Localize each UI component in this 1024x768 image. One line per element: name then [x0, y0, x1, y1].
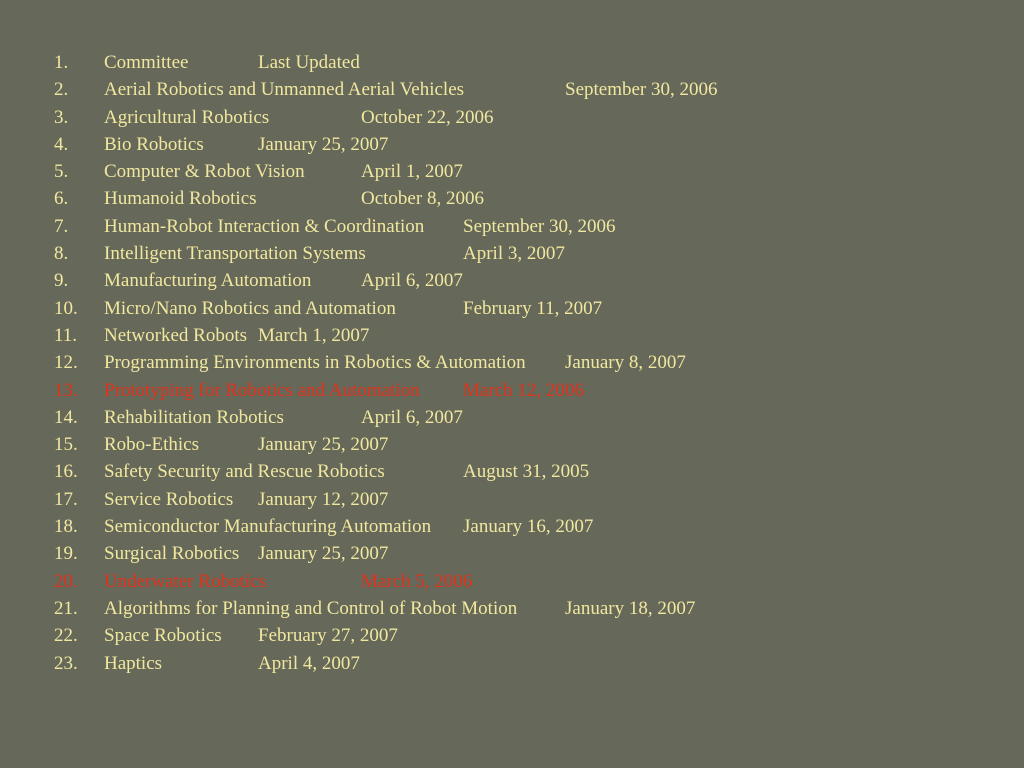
committee-name: Networked Robots	[104, 324, 248, 346]
last-updated-date: January 16, 2007	[463, 516, 594, 538]
last-updated-date: October 22, 2006	[361, 106, 494, 128]
committee-name: Algorithms for Planning and Control of Robot Motion	[104, 597, 518, 619]
committee-row	[0, 568, 1024, 595]
committee-name: Agricultural Robotics	[104, 106, 270, 128]
committee-row	[0, 377, 1024, 404]
committee-row	[0, 595, 1024, 622]
row-number: 11.	[54, 324, 78, 346]
committee-row	[0, 486, 1024, 513]
last-updated-date: January 25, 2007	[258, 133, 389, 155]
last-updated-date: February 11, 2007	[463, 297, 603, 319]
row-number: 9.	[54, 270, 69, 292]
row-number: 4.	[54, 133, 69, 155]
row-number: 6.	[54, 188, 69, 210]
row-number: 3.	[54, 106, 69, 128]
committee-row	[0, 213, 1024, 240]
row-number: 5.	[54, 161, 69, 183]
last-updated-date: April 1, 2007	[361, 161, 463, 183]
last-updated-date: March 12, 2006	[463, 379, 584, 401]
row-number: 14.	[54, 406, 78, 428]
committee-row	[0, 131, 1024, 158]
last-updated-date: September 30, 2006	[565, 79, 718, 101]
row-number: 21.	[54, 597, 78, 619]
row-number: 15.	[54, 434, 78, 456]
last-updated-date: April 6, 2007	[361, 406, 463, 428]
last-updated-date: October 8, 2006	[361, 188, 484, 210]
committee-row	[0, 322, 1024, 349]
committee-row	[0, 404, 1024, 431]
last-updated-date: January 25, 2007	[258, 543, 389, 565]
row-number: 2.	[54, 79, 69, 101]
committee-row	[0, 431, 1024, 458]
last-updated-date: January 12, 2007	[258, 488, 389, 510]
row-number: 12.	[54, 352, 78, 374]
row-number: 13.	[54, 379, 78, 401]
committee-row	[0, 513, 1024, 540]
committee-name: Surgical Robotics	[104, 543, 240, 565]
last-updated-date: September 30, 2006	[463, 215, 616, 237]
last-updated-header: Last Updated	[258, 52, 360, 73]
committee-name: Bio Robotics	[104, 133, 204, 155]
last-updated-date: March 1, 2007	[258, 324, 370, 346]
row-number: 20.	[54, 570, 78, 592]
last-updated-date: January 18, 2007	[565, 597, 696, 619]
committee-name: Computer & Robot Vision	[104, 161, 305, 183]
row-number: 23.	[54, 652, 78, 674]
committee-name: Human-Robot Interaction & Coordination	[104, 215, 425, 237]
committee-row	[0, 622, 1024, 649]
row-number: 1.	[54, 52, 69, 73]
committee-row	[0, 295, 1024, 322]
committee-row	[0, 540, 1024, 567]
committee-row	[0, 349, 1024, 376]
committee-row	[0, 267, 1024, 294]
last-updated-date: January 8, 2007	[565, 352, 686, 374]
committee-name: Aerial Robotics and Unmanned Aerial Vehicles	[104, 79, 465, 101]
committee-row	[0, 104, 1024, 131]
committee-row	[0, 158, 1024, 185]
committee-name: Semiconductor Manufacturing Automation	[104, 516, 432, 538]
committee-name: Haptics	[104, 652, 163, 674]
last-updated-date: April 3, 2007	[463, 243, 565, 265]
header-row	[0, 49, 1024, 76]
last-updated-date: August 31, 2005	[463, 461, 590, 483]
row-number: 18.	[54, 516, 78, 538]
committee-name: Micro/Nano Robotics and Automation	[104, 297, 396, 319]
row-number: 8.	[54, 243, 69, 265]
last-updated-date: March 5, 2006	[361, 570, 473, 592]
committee-name: Robo-Ethics	[104, 434, 199, 456]
row-number: 16.	[54, 461, 78, 483]
last-updated-date: January 25, 2007	[258, 434, 389, 456]
row-number: 19.	[54, 543, 78, 565]
committee-name: Prototyping for Robotics and Automation	[104, 379, 420, 401]
last-updated-date: February 27, 2007	[258, 625, 398, 647]
committee-name: Humanoid Robotics	[104, 188, 257, 210]
last-updated-date: April 4, 2007	[258, 652, 360, 674]
committee-name: Rehabilitation Robotics	[104, 406, 284, 428]
row-number: 10.	[54, 297, 78, 319]
last-updated-date: April 6, 2007	[361, 270, 463, 292]
committee-row	[0, 650, 1024, 677]
row-number: 17.	[54, 488, 78, 510]
committee-name: Safety Security and Rescue Robotics	[104, 461, 385, 483]
committee-name: Programming Environments in Robotics & Automation	[104, 352, 526, 374]
committee-row	[0, 185, 1024, 212]
committee-row	[0, 458, 1024, 485]
row-number: 22.	[54, 625, 78, 647]
committee-name: Service Robotics	[104, 488, 234, 510]
committee-name: Space Robotics	[104, 625, 222, 647]
committee-header: Committee	[104, 52, 189, 73]
row-number: 7.	[54, 215, 69, 237]
committee-name: Intelligent Transportation Systems	[104, 243, 366, 265]
committee-row	[0, 76, 1024, 103]
committee-row	[0, 240, 1024, 267]
committee-name: Manufacturing Automation	[104, 270, 312, 292]
committee-name: Underwater Robotics	[104, 570, 266, 592]
committee-list	[0, 49, 1024, 677]
